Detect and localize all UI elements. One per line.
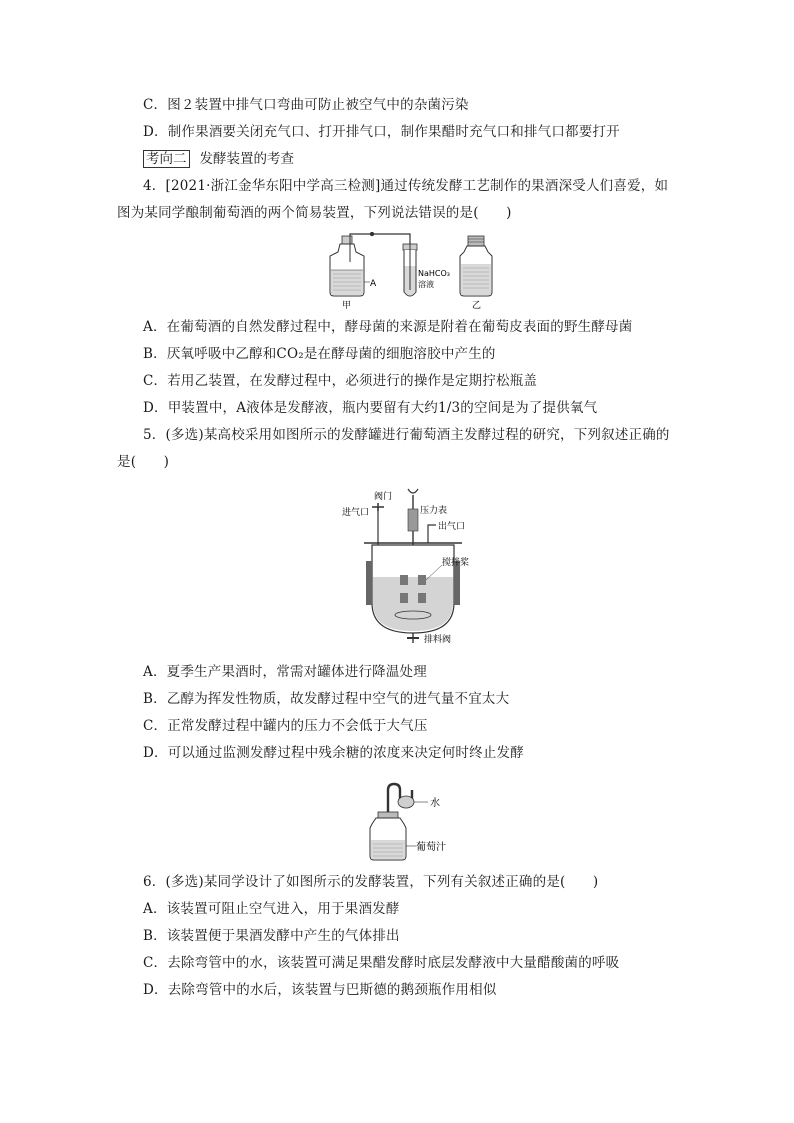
q5-option-d: D．可以通过监测发酵过程中残余糖的浓度来决定何时终止发酵: [143, 745, 524, 761]
q6-option-c: C．去除弯管中的水，该装置可满足果醋发酵时底层发酵液中大量醋酸菌的呼吸: [143, 955, 620, 971]
label-gauge: 压力表: [420, 506, 448, 516]
stirrer-blade: [400, 593, 408, 603]
stirrer-blade: [400, 575, 408, 585]
pressure-gauge-icon: [408, 509, 418, 531]
q5-stem-line1: 5．(多选)某高校采用如图所示的发酵罐进行葡萄酒主发酵过程的研究，下列叙述正确的: [143, 427, 670, 443]
test-tube: [403, 244, 417, 296]
label-nahco3: NaHCO₃: [418, 269, 450, 278]
stirrer-blade: [418, 593, 426, 603]
q4-option-d: D．甲装置中，A液体是发酵液，瓶内要留有大约1/3的空间是为了提供氧气: [143, 400, 598, 416]
label-solution: 溶液: [418, 280, 434, 289]
label-water: 水: [430, 798, 440, 809]
label-a: A: [370, 279, 377, 289]
q4-option-c: C．若用乙装置，在发酵过程中，必须进行的操作是定期拧松瓶盖: [143, 373, 538, 389]
cooling-jacket-left: [366, 561, 372, 605]
connecting-tube: [350, 234, 410, 244]
q5-option-b: B．乙醇为挥发性物质，故发酵过程中空气的进气量不宜太大: [143, 691, 510, 707]
label-inlet: 进气口: [342, 508, 370, 518]
label-yi: 乙: [472, 301, 482, 310]
section-title: 发酵装置的考查: [199, 151, 294, 167]
label-juice: 葡萄汁: [416, 842, 446, 853]
q6-option-d: D．去除弯管中的水后，该装置与巴斯德的鹅颈瓶作用相似: [143, 982, 497, 998]
q6-stem: 6．(多选)某同学设计了如图所示的发酵装置，下列有关叙述正确的是( ): [143, 874, 599, 890]
q4-stem-line2: 图为某同学酿制葡萄酒的两个简易装置，下列说法错误的是( ): [117, 205, 512, 221]
section-header: [143, 150, 294, 168]
q5-figure: [338, 485, 498, 645]
label-stirrer: 搅拌桨: [442, 558, 470, 568]
q6-option-a: A．该装置可阻止空气进入，用于果酒发酵: [143, 901, 400, 917]
prev-option-d: D．制作果酒要关闭充气口、打开排气口，制作果醋时充气口和排气口都要打开: [143, 124, 620, 140]
label-drain: 排料阀: [424, 635, 452, 645]
clamp-icon: [370, 232, 374, 236]
stirrer-blade: [418, 575, 426, 585]
water-trap: [398, 796, 414, 808]
q5-figure-svg: [338, 485, 498, 645]
q6-option-b: B．该装置便于果酒发酵中产生的气体排出: [143, 928, 400, 944]
q6-figure-svg: [366, 780, 476, 864]
motor-hook-icon: [408, 489, 418, 493]
q4-figure-svg: [320, 232, 500, 310]
q6-figure: [366, 780, 476, 864]
q5-stem-line2: 是( ): [117, 454, 170, 470]
prev-option-c: C．图２装置中排气口弯曲可防止被空气中的杂菌污染: [143, 97, 469, 113]
q4-figure: [320, 232, 500, 310]
bottle-cap: [378, 812, 398, 818]
q4-option-b: B．厌氧呼吸中乙醇和CO₂是在酵母菌的细胞溶胶中产生的: [143, 346, 496, 362]
bottle-yi: [460, 236, 492, 296]
label-valve: 阀门: [374, 492, 393, 502]
outlet-pipe: [428, 525, 436, 543]
flask-jia: [330, 236, 364, 296]
q4-stem-line1: 4．[2021·浙江金华东阳中学高三检测]通过传统发酵工艺制作的果酒深受人们喜爱，如: [143, 178, 669, 194]
tank-liquid: [373, 577, 453, 631]
q4-option-a: A．在葡萄酒的自然发酵过程中，酵母菌的来源是附着在葡萄皮表面的野生酵母菌: [143, 319, 633, 335]
label-outlet: 出气口: [438, 522, 466, 532]
q5-option-c: C．正常发酵过程中罐内的压力不会低于大气压: [143, 718, 428, 734]
section-tag: 考向二: [143, 150, 190, 168]
label-jia: 甲: [342, 301, 352, 310]
q5-option-a: A．夏季生产果酒时，常需对罐体进行降温处理: [143, 664, 427, 680]
